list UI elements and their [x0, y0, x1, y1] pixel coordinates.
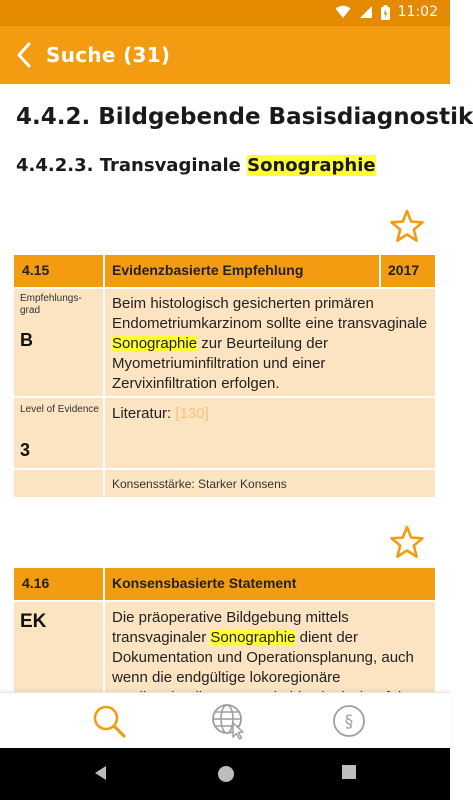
recommendation-header — [14, 255, 435, 287]
column-divider — [379, 255, 381, 287]
nav-law-button[interactable] — [329, 701, 369, 741]
text-part: zur Beurteilung der Myometriuminfiltration und einer Zervixinfiltration erfolgen. — [112, 335, 328, 392]
grade-value: B — [20, 330, 33, 350]
literature-label: Literatur: — [112, 405, 176, 422]
bottom-navigation — [0, 692, 450, 748]
recommendation-type: Konsensbasierte Statement — [112, 575, 297, 591]
nav-web-button[interactable] — [209, 701, 249, 741]
loe-label: Level of Evidence — [20, 404, 99, 415]
row-divider — [14, 396, 435, 398]
consensus-strength: Konsensstärke: Starker Konsens — [112, 477, 287, 491]
svg-text:§: § — [344, 712, 354, 732]
search-icon — [91, 703, 127, 739]
recommendation-number: 4.15 — [22, 262, 50, 278]
grade-label: Empfehlungs-grad — [20, 293, 82, 316]
subheading-text: 4.4.2.3. Transvaginale — [16, 155, 248, 176]
nav-search-button[interactable] — [89, 701, 129, 741]
search-highlight: Sonographie — [247, 155, 376, 176]
recommendation-year: 2017 — [388, 262, 420, 278]
text-part: Beim histologisch gesicherten primären Endometriumkarzinom sollte eine transvaginale — [112, 295, 428, 332]
globe-icon — [210, 702, 248, 740]
grade-value: EK — [20, 611, 47, 632]
recommendation-text — [112, 294, 430, 394]
section-heading: 4.4.2. Bildgebende Basisdiagnostik — [16, 104, 473, 130]
search-highlight: Sonographie — [210, 629, 296, 646]
literature — [112, 404, 430, 424]
system-home-icon[interactable] — [216, 764, 236, 784]
row-divider — [14, 468, 435, 470]
loe-value: 3 — [20, 440, 31, 460]
favorite-star-icon[interactable] — [389, 209, 425, 243]
status-time: 11:02 — [397, 4, 438, 20]
system-back-icon[interactable] — [92, 764, 108, 782]
content-area[interactable] — [0, 84, 473, 692]
wifi-icon — [335, 5, 351, 19]
paragraph-icon — [332, 704, 366, 738]
literature-link[interactable]: [130] — [175, 405, 209, 422]
signal-icon — [359, 5, 373, 19]
battery-icon — [381, 5, 390, 20]
recommendation-number: 4.16 — [22, 575, 50, 591]
recommendation-type: Evidenzbasierte Empfehlung — [112, 262, 304, 278]
recommendation-table — [14, 255, 435, 497]
favorite-star-icon[interactable] — [389, 525, 425, 559]
status-bar — [0, 0, 450, 26]
chevron-left-icon — [16, 42, 32, 68]
row-divider — [14, 600, 435, 602]
app-bar-title: Suche (31) — [46, 43, 171, 67]
row-divider — [14, 287, 435, 289]
system-recents-icon[interactable] — [341, 764, 357, 780]
section-subheading — [16, 155, 376, 176]
back-button[interactable] — [2, 26, 46, 84]
app-bar — [0, 26, 450, 84]
search-highlight: Sonographie — [112, 335, 198, 352]
column-divider — [103, 255, 105, 497]
recommendation-header — [14, 568, 435, 600]
text-part: Die präoperative Bildgebung mittels transvaginaler — [112, 609, 349, 646]
text-part: dient der Dokumentation und Operationsplanung, auch wenn die endgültige lokoregionäre — [112, 629, 414, 686]
system-navigation-bar — [0, 748, 450, 800]
